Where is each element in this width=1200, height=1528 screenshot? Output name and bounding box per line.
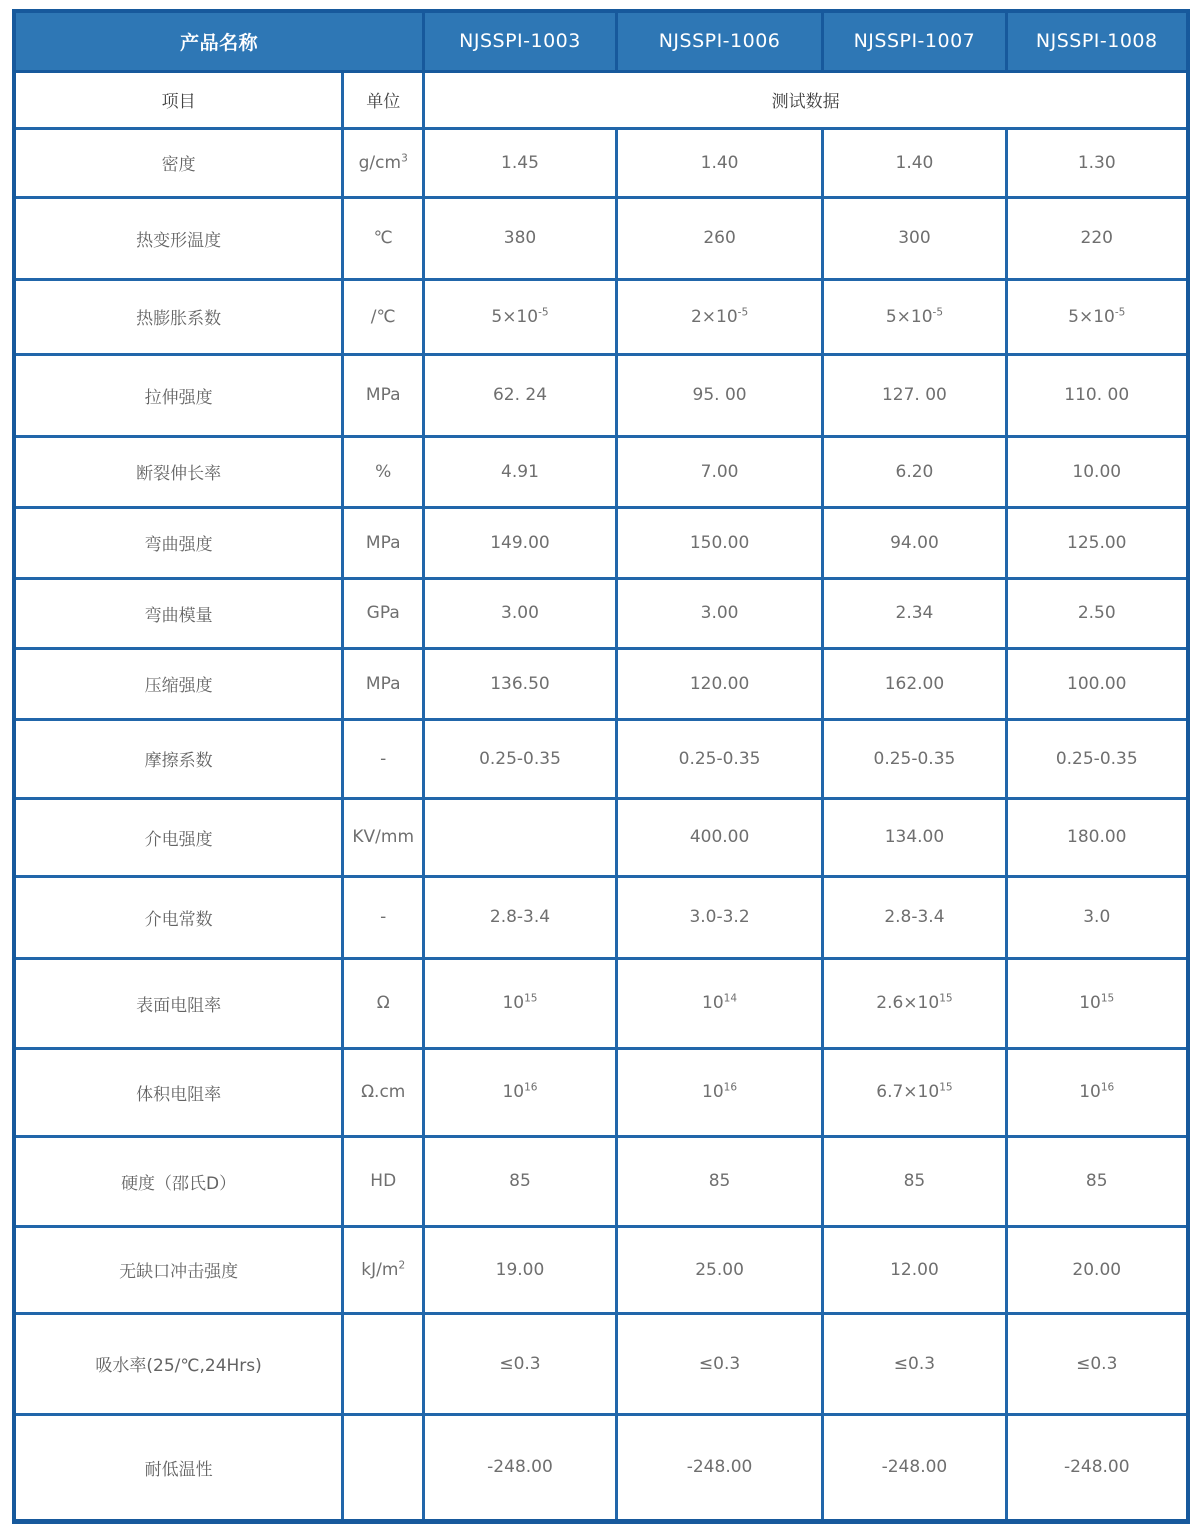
value-cell: 125.00 (1006, 507, 1188, 578)
product-column-header-1003: NJSSPI-1003 (424, 11, 617, 71)
table-row-low-temperature-resistance (14, 1414, 1188, 1521)
value-cell: 2.34 (823, 578, 1006, 648)
value-cell: 25.00 (616, 1226, 823, 1313)
value-cell: 7.00 (616, 436, 823, 507)
value-cell: $2.6\times 10^{15}$ (823, 958, 1006, 1048)
row-unit: Ω.cm (343, 1048, 424, 1136)
value-cell: -248.00 (424, 1414, 617, 1521)
table-row-flexural-modulus (14, 578, 1188, 648)
value-cell: $5\times 10^{-5}$ (1006, 279, 1188, 354)
value-cell: 62. 24 (424, 354, 617, 436)
value-cell: 180.00 (1006, 798, 1188, 876)
value-cell: -248.00 (1006, 1414, 1188, 1521)
value-cell: 3.00 (616, 578, 823, 648)
row-unit (343, 1414, 424, 1521)
product-header-row (14, 11, 1188, 71)
row-unit: HD (343, 1136, 424, 1226)
value-cell: 3.0-3.2 (616, 876, 823, 958)
value-cell: 220 (1006, 197, 1188, 279)
value-cell: 300 (823, 197, 1006, 279)
table-row-density (14, 128, 1188, 197)
row-item-label: 压缩强度 (14, 648, 343, 719)
row-item-label: 耐低温性 (14, 1414, 343, 1521)
row-item-label: 热膨胀系数 (14, 279, 343, 354)
value-cell: 10.00 (1006, 436, 1188, 507)
value-cell: 150.00 (616, 507, 823, 578)
value-cell: ≤0.3 (1006, 1313, 1188, 1414)
value-cell: 110. 00 (1006, 354, 1188, 436)
table-row-friction-coefficient (14, 719, 1188, 798)
value-cell: 2.8-3.4 (823, 876, 1006, 958)
row-item-label: 吸水率(25/℃,24Hrs) (14, 1313, 343, 1414)
row-item-label: 弯曲模量 (14, 578, 343, 648)
value-cell: 380 (424, 197, 617, 279)
row-unit: $g/cm^3$ (343, 128, 424, 197)
row-unit: - (343, 719, 424, 798)
row-unit: KV/mm (343, 798, 424, 876)
value-cell: ≤0.3 (424, 1313, 617, 1414)
row-unit: MPa (343, 507, 424, 578)
row-item-label: 表面电阻率 (14, 958, 343, 1048)
value-cell: -248.00 (616, 1414, 823, 1521)
value-cell: ≤0.3 (823, 1313, 1006, 1414)
value-cell: $5\times 10^{-5}$ (823, 279, 1006, 354)
value-cell: $10^{15}$ (424, 958, 617, 1048)
product-column-header-1006: NJSSPI-1006 (616, 11, 823, 71)
row-unit: MPa (343, 354, 424, 436)
unit-column-header: 单位 (343, 71, 424, 128)
value-cell: 0.25-0.35 (424, 719, 617, 798)
value-cell: 85 (424, 1136, 617, 1226)
value-cell: $10^{14}$ (616, 958, 823, 1048)
product-column-header-1007: NJSSPI-1007 (823, 11, 1006, 71)
row-unit: $kJ/m^2$ (343, 1226, 424, 1313)
row-unit: - (343, 876, 424, 958)
table-row-elongation (14, 436, 1188, 507)
value-cell: 1.30 (1006, 128, 1188, 197)
value-cell: 400.00 (616, 798, 823, 876)
row-item-label: 介电强度 (14, 798, 343, 876)
table-row-water-absorption (14, 1313, 1188, 1414)
value-cell: 0.25-0.35 (1006, 719, 1188, 798)
value-cell: 4.91 (424, 436, 617, 507)
row-unit: /℃ (343, 279, 424, 354)
value-cell: 12.00 (823, 1226, 1006, 1313)
value-cell: 1.45 (424, 128, 617, 197)
item-column-header: 项目 (14, 71, 343, 128)
value-cell: 1.40 (616, 128, 823, 197)
value-cell: $2\times 10^{-5}$ (616, 279, 823, 354)
value-cell: 85 (616, 1136, 823, 1226)
value-cell: 0.25-0.35 (823, 719, 1006, 798)
value-cell: 100.00 (1006, 648, 1188, 719)
test-data-header: 测试数据 (424, 71, 1188, 128)
row-item-label: 热变形温度 (14, 197, 343, 279)
row-item-label: 密度 (14, 128, 343, 197)
table-row-unnotched-impact (14, 1226, 1188, 1313)
value-cell: 162.00 (823, 648, 1006, 719)
row-item-label: 体积电阻率 (14, 1048, 343, 1136)
table-row-volume-resistivity (14, 1048, 1188, 1136)
row-item-label: 弯曲强度 (14, 507, 343, 578)
value-cell: 260 (616, 197, 823, 279)
value-cell: 85 (823, 1136, 1006, 1226)
value-cell: 0.25-0.35 (616, 719, 823, 798)
row-item-label: 断裂伸长率 (14, 436, 343, 507)
value-cell: $10^{16}$ (616, 1048, 823, 1136)
table-row-hardness (14, 1136, 1188, 1226)
value-cell: 85 (1006, 1136, 1188, 1226)
row-item-label: 拉伸强度 (14, 354, 343, 436)
value-cell: $6.7\times 10^{15}$ (823, 1048, 1006, 1136)
table-row-heat-deflection (14, 197, 1188, 279)
table-row-surface-resistivity (14, 958, 1188, 1048)
value-cell: 127. 00 (823, 354, 1006, 436)
table-row-thermal-expansion (14, 279, 1188, 354)
value-cell: 95. 00 (616, 354, 823, 436)
value-cell: 19.00 (424, 1226, 617, 1313)
row-item-label: 硬度（邵氏D） (14, 1136, 343, 1226)
value-cell: 136.50 (424, 648, 617, 719)
value-cell: ≤0.3 (616, 1313, 823, 1414)
value-cell: 2.8-3.4 (424, 876, 617, 958)
value-cell: 2.50 (1006, 578, 1188, 648)
value-cell: $10^{15}$ (1006, 958, 1188, 1048)
value-cell: 94.00 (823, 507, 1006, 578)
product-column-header-1008: NJSSPI-1008 (1006, 11, 1188, 71)
value-cell: 1.40 (823, 128, 1006, 197)
row-unit: MPa (343, 648, 424, 719)
row-unit: % (343, 436, 424, 507)
row-item-label: 无缺口冲击强度 (14, 1226, 343, 1313)
row-unit: Ω (343, 958, 424, 1048)
row-item-label: 摩擦系数 (14, 719, 343, 798)
value-cell: 3.00 (424, 578, 617, 648)
row-unit (343, 1313, 424, 1414)
row-item-label: 介电常数 (14, 876, 343, 958)
value-cell: $10^{16}$ (424, 1048, 617, 1136)
product-name-header: 产品名称 (14, 11, 424, 71)
value-cell: 6.20 (823, 436, 1006, 507)
value-cell: 134.00 (823, 798, 1006, 876)
value-cell: -248.00 (823, 1414, 1006, 1521)
value-cell: 20.00 (1006, 1226, 1188, 1313)
table-row-dielectric-strength (14, 798, 1188, 876)
table-row-tensile-strength (14, 354, 1188, 436)
value-cell: 3.0 (1006, 876, 1188, 958)
value-cell: 149.00 (424, 507, 617, 578)
table-row-dielectric-constant (14, 876, 1188, 958)
value-cell (424, 798, 617, 876)
row-unit: GPa (343, 578, 424, 648)
value-cell: $5\times 10^{-5}$ (424, 279, 617, 354)
spec-table (12, 9, 1190, 1524)
row-unit: ℃ (343, 197, 424, 279)
table-row-flexural-strength (14, 507, 1188, 578)
value-cell: $10^{16}$ (1006, 1048, 1188, 1136)
table-row-compressive-strength (14, 648, 1188, 719)
value-cell: 120.00 (616, 648, 823, 719)
subheader-row (14, 71, 1188, 128)
